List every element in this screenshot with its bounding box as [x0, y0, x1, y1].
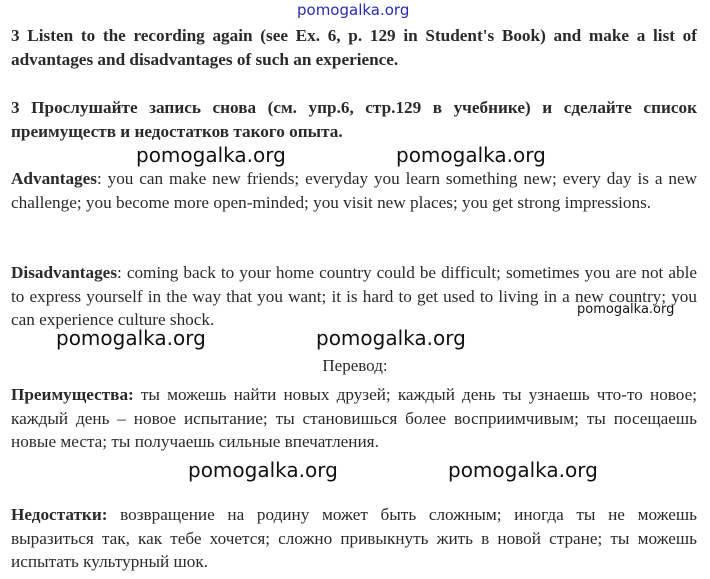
watermark: pomogalka.org — [396, 143, 546, 167]
disadvantages-paragraph — [11, 261, 697, 332]
translation-heading: Перевод: — [322, 356, 388, 375]
watermark-top: pomogalka.org — [297, 1, 410, 19]
task-english: 3 Listen to the recording again (see Ex. 6, p. 129 in Student's Book) and make a list of advantages and disadvantages of such an experience. — [11, 26, 697, 69]
watermark: pomogalka.org — [448, 458, 598, 482]
ru-disadvantages-label: Недостатки: — [11, 505, 108, 524]
advantages-text: : you can make new friends; everyday you learn something new; every day is a new challenge; you become more open-minded; you visit new places; you get strong impressions. — [11, 169, 697, 212]
ru-disadvantages-paragraph — [11, 503, 697, 574]
watermark: pomogalka.org — [316, 326, 466, 350]
task-russian: 3 Прослушайте запись снова (см. упр.6, стр.129 в учебнике) и сделайте список преимуществ и недостатков такого опыта. — [11, 98, 697, 141]
watermark: pomogalka.org — [56, 326, 206, 350]
watermark: pomogalka.org — [136, 143, 286, 167]
disadvantages-text: : coming back to your home country could be difficult; sometimes you are not able to express yourself in the way that you want; it is hard to get used to living in a new country; you can experience culture shock. — [11, 263, 697, 329]
ru-advantages-label: Преимущества: — [11, 385, 134, 404]
disadvantages-label: Disadvantages — [11, 263, 118, 282]
watermark: pomogalka.org — [188, 458, 338, 482]
ru-advantages-paragraph — [11, 383, 697, 454]
ru-advantages-text: ты можешь найти новых друзей; каждый день ты узнаешь что-то новое; каждый день – новое испытание; ты становишься более восприимчивым; ты посещаешь новые места; ты получаешь сильные впечатления. — [11, 385, 697, 451]
advantages-paragraph — [11, 167, 697, 214]
ru-disadvantages-text: возвращение на родину может быть сложным; иногда ты не можешь выразиться так, как тебе хочется; сложно привыкнуть жить в новой стране; ты можешь испытать культурный шок. — [11, 505, 697, 571]
watermark-small: pomogalka.org — [577, 302, 675, 317]
advantages-label: Advantages — [11, 169, 97, 188]
